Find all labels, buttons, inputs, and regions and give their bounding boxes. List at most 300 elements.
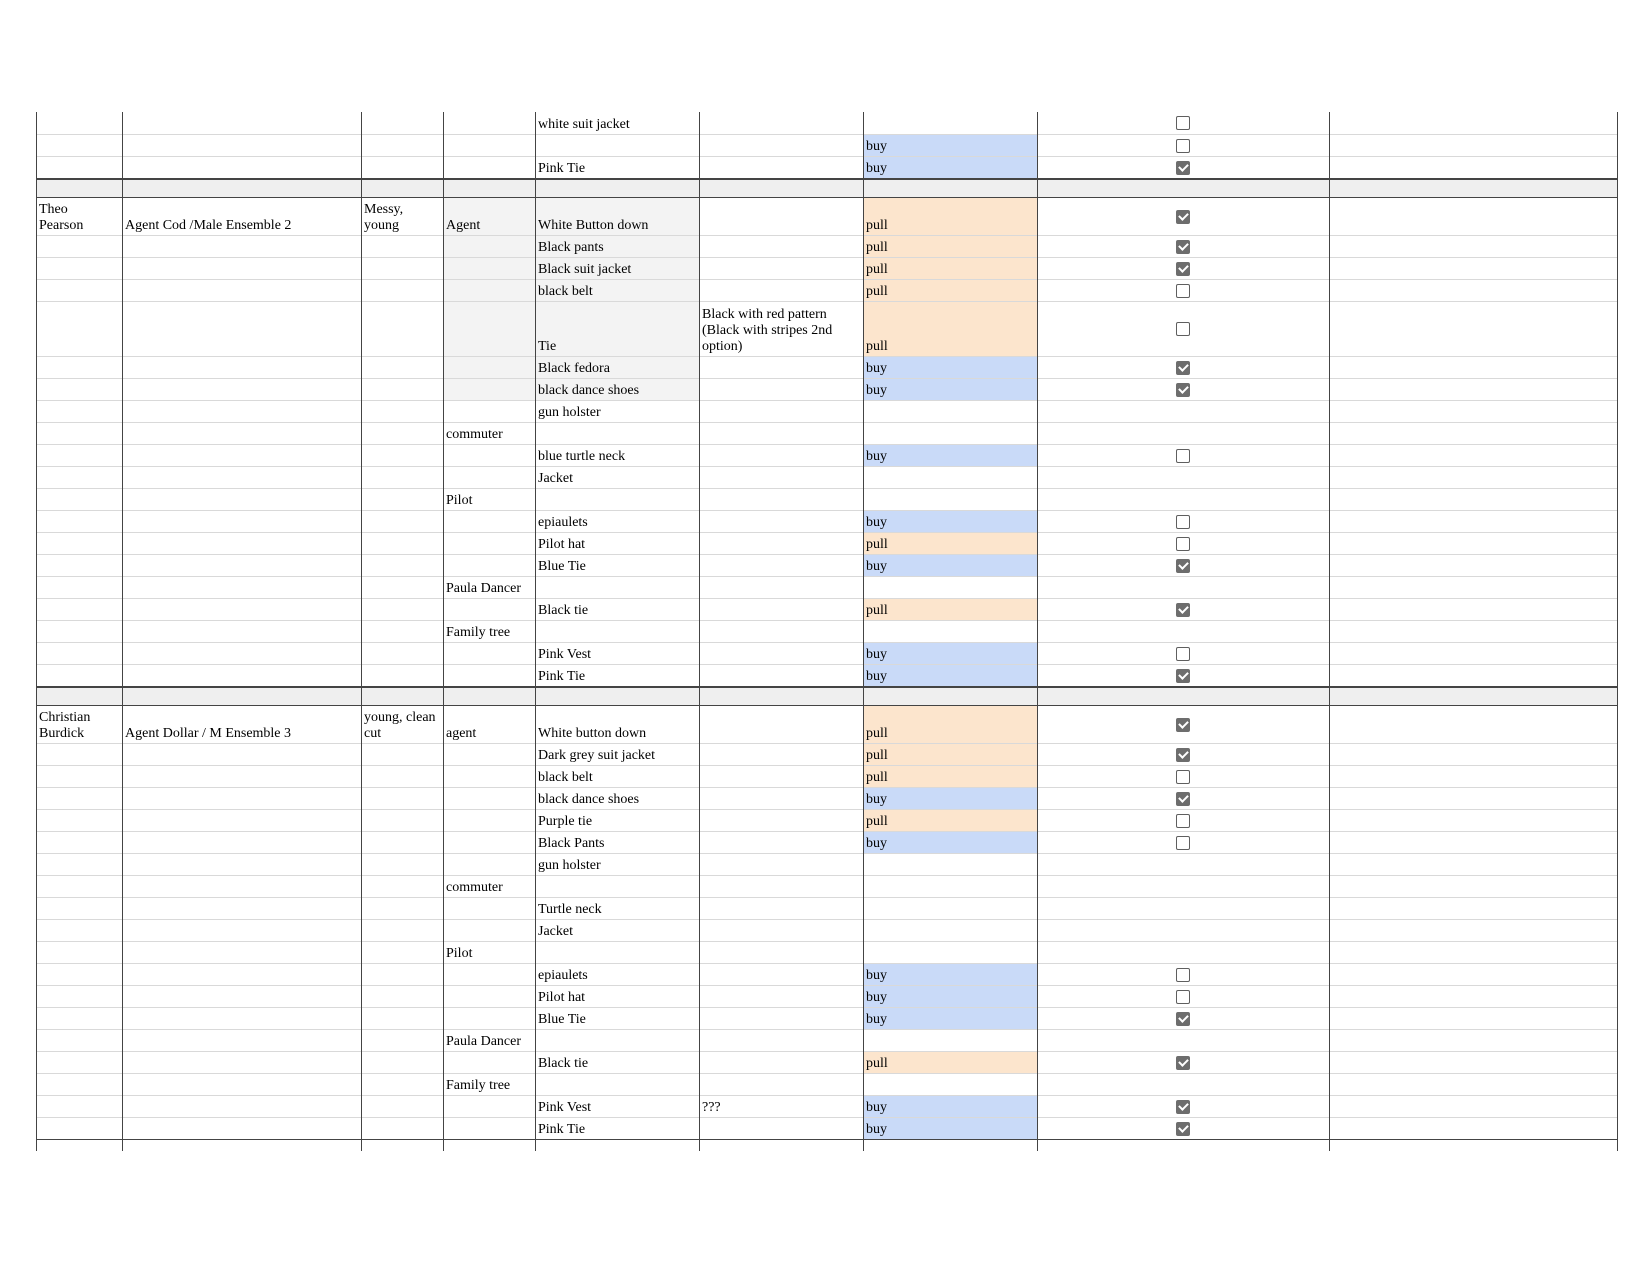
actor-name-cell[interactable] xyxy=(36,379,122,400)
role-cell[interactable] xyxy=(122,423,361,444)
costume-scene-cell[interactable] xyxy=(443,1118,535,1139)
costume-scene-cell[interactable]: Paula Dancer xyxy=(446,581,522,596)
extra-cell[interactable] xyxy=(1329,379,1617,400)
item-cell[interactable] xyxy=(535,489,699,510)
costume-scene-cell[interactable] xyxy=(443,964,535,985)
item-cell[interactable] xyxy=(535,577,699,598)
notes-cell[interactable]: ??? xyxy=(702,1100,721,1115)
costume-scene-cell[interactable] xyxy=(443,766,535,787)
actor-name-cell[interactable] xyxy=(36,599,122,620)
role-cell[interactable] xyxy=(122,744,361,765)
checked-checkbox[interactable] xyxy=(1176,1122,1190,1136)
actor-name-cell[interactable] xyxy=(36,401,122,422)
status-cell[interactable]: pull xyxy=(863,302,1037,356)
extra-cell[interactable] xyxy=(1329,401,1617,422)
costume-scene-cell[interactable] xyxy=(443,810,535,831)
actor-name-cell[interactable] xyxy=(36,467,122,488)
actor-name-cell[interactable] xyxy=(36,766,122,787)
notes-cell[interactable] xyxy=(699,511,863,532)
unchecked-checkbox[interactable] xyxy=(1176,322,1190,336)
status-cell[interactable] xyxy=(863,423,1037,444)
extra-cell[interactable] xyxy=(1329,920,1617,941)
look-cell[interactable] xyxy=(361,920,443,941)
item-cell[interactable]: Black tie xyxy=(538,603,589,618)
role-cell[interactable] xyxy=(122,445,361,466)
actor-name-cell[interactable] xyxy=(36,1008,122,1029)
status-cell[interactable] xyxy=(863,467,1037,488)
look-cell[interactable] xyxy=(361,766,443,787)
extra-cell[interactable] xyxy=(1329,157,1617,178)
checked-checkbox[interactable] xyxy=(1176,1100,1190,1114)
extra-cell[interactable] xyxy=(1329,942,1617,963)
role-cell[interactable] xyxy=(122,1074,361,1095)
unchecked-checkbox[interactable] xyxy=(1176,116,1190,130)
role-cell[interactable] xyxy=(122,1052,361,1073)
costume-scene-cell[interactable] xyxy=(443,511,535,532)
look-cell[interactable] xyxy=(361,621,443,642)
actor-name-cell[interactable] xyxy=(36,357,122,378)
notes-cell[interactable] xyxy=(699,1052,863,1073)
role-cell[interactable] xyxy=(122,876,361,897)
costume-scene-cell[interactable] xyxy=(443,357,535,378)
status-cell[interactable] xyxy=(863,401,1037,422)
role-cell[interactable] xyxy=(122,236,361,257)
item-cell[interactable] xyxy=(535,1030,699,1051)
actor-name-cell[interactable] xyxy=(36,964,122,985)
role-cell[interactable] xyxy=(122,986,361,1007)
look-cell[interactable] xyxy=(361,1096,443,1117)
checked-checkbox[interactable] xyxy=(1176,669,1190,683)
status-cell[interactable] xyxy=(863,854,1037,875)
actor-name-cell[interactable] xyxy=(36,986,122,1007)
costume-scene-cell[interactable] xyxy=(443,744,535,765)
notes-cell[interactable] xyxy=(699,706,863,743)
extra-cell[interactable] xyxy=(1329,898,1617,919)
notes-cell[interactable] xyxy=(699,599,863,620)
checked-checkbox[interactable] xyxy=(1176,792,1190,806)
look-cell[interactable] xyxy=(361,577,443,598)
checked-checkbox[interactable] xyxy=(1176,262,1190,276)
extra-cell[interactable] xyxy=(1329,766,1617,787)
role-cell[interactable] xyxy=(122,577,361,598)
unchecked-checkbox[interactable] xyxy=(1176,770,1190,784)
look-cell[interactable] xyxy=(361,1052,443,1073)
extra-cell[interactable] xyxy=(1329,280,1617,301)
item-cell[interactable]: Turtle neck xyxy=(538,902,602,917)
actor-name-cell[interactable] xyxy=(36,876,122,897)
costume-scene-cell[interactable]: agent xyxy=(446,726,477,741)
notes-cell[interactable] xyxy=(699,445,863,466)
extra-cell[interactable] xyxy=(1329,1074,1617,1095)
look-cell[interactable] xyxy=(361,112,443,134)
item-cell[interactable]: White button down xyxy=(538,726,647,741)
actor-name-cell[interactable] xyxy=(36,555,122,576)
notes-cell[interactable] xyxy=(699,854,863,875)
unchecked-checkbox[interactable] xyxy=(1176,836,1190,850)
look-cell[interactable] xyxy=(361,1074,443,1095)
status-cell[interactable]: pull xyxy=(863,706,1037,743)
actor-name-cell[interactable] xyxy=(36,942,122,963)
notes-cell[interactable] xyxy=(699,1074,863,1095)
actor-name-cell[interactable] xyxy=(36,533,122,554)
role-cell[interactable] xyxy=(122,810,361,831)
actor-name-cell[interactable] xyxy=(36,744,122,765)
unchecked-checkbox[interactable] xyxy=(1176,647,1190,661)
status-cell[interactable]: buy xyxy=(863,1118,1037,1139)
role-cell[interactable] xyxy=(122,1118,361,1139)
notes-cell[interactable] xyxy=(699,379,863,400)
costume-scene-cell[interactable]: Family tree xyxy=(446,625,511,640)
look-cell[interactable] xyxy=(361,511,443,532)
notes-cell[interactable] xyxy=(699,555,863,576)
role-cell[interactable] xyxy=(122,112,361,134)
look-cell[interactable] xyxy=(361,986,443,1007)
notes-cell[interactable] xyxy=(699,766,863,787)
status-cell[interactable]: pull xyxy=(863,236,1037,257)
unchecked-checkbox[interactable] xyxy=(1176,449,1190,463)
actor-name-cell[interactable]: Theo Pearson xyxy=(39,202,84,233)
item-cell[interactable]: Pilot hat xyxy=(538,537,586,552)
costume-scene-cell[interactable] xyxy=(443,236,535,257)
notes-cell[interactable] xyxy=(699,423,863,444)
actor-name-cell[interactable] xyxy=(36,1052,122,1073)
costume-scene-cell[interactable] xyxy=(443,112,535,134)
look-cell[interactable]: young, clean cut xyxy=(364,710,436,741)
extra-cell[interactable] xyxy=(1329,643,1617,664)
actor-name-cell[interactable] xyxy=(36,665,122,686)
notes-cell[interactable] xyxy=(699,643,863,664)
extra-cell[interactable] xyxy=(1329,1030,1617,1051)
extra-cell[interactable] xyxy=(1329,599,1617,620)
item-cell[interactable]: Black pants xyxy=(535,236,699,257)
item-cell[interactable]: Dark grey suit jacket xyxy=(538,748,656,763)
item-cell[interactable]: Pink Vest xyxy=(538,1100,592,1115)
extra-cell[interactable] xyxy=(1329,706,1617,743)
item-cell[interactable]: Blue Tie xyxy=(538,559,586,574)
look-cell[interactable] xyxy=(361,135,443,156)
notes-cell[interactable] xyxy=(699,898,863,919)
item-cell[interactable]: epiaulets xyxy=(538,515,588,530)
extra-cell[interactable] xyxy=(1329,964,1617,985)
costume-scene-cell[interactable] xyxy=(443,533,535,554)
role-cell[interactable] xyxy=(122,854,361,875)
status-cell[interactable] xyxy=(863,898,1037,919)
notes-cell[interactable] xyxy=(699,577,863,598)
status-cell[interactable]: pull xyxy=(863,198,1037,235)
unchecked-checkbox[interactable] xyxy=(1176,990,1190,1004)
extra-cell[interactable] xyxy=(1329,198,1617,235)
item-cell[interactable]: Purple tie xyxy=(538,814,593,829)
item-cell[interactable]: Black tie xyxy=(538,1056,589,1071)
status-cell[interactable]: pull xyxy=(863,599,1037,620)
actor-name-cell[interactable] xyxy=(36,258,122,279)
status-cell[interactable]: buy xyxy=(863,511,1037,532)
costume-scene-cell[interactable] xyxy=(443,135,535,156)
notes-cell[interactable] xyxy=(699,135,863,156)
role-cell[interactable] xyxy=(122,1096,361,1117)
checked-checkbox[interactable] xyxy=(1176,603,1190,617)
extra-cell[interactable] xyxy=(1329,511,1617,532)
status-cell[interactable] xyxy=(863,1030,1037,1051)
item-cell[interactable]: Tie xyxy=(535,302,699,356)
item-cell[interactable] xyxy=(535,1074,699,1095)
costume-scene-cell[interactable] xyxy=(443,665,535,686)
status-cell[interactable]: buy xyxy=(863,1008,1037,1029)
look-cell[interactable] xyxy=(361,489,443,510)
notes-cell[interactable] xyxy=(699,533,863,554)
look-cell[interactable] xyxy=(361,854,443,875)
look-cell[interactable] xyxy=(361,832,443,853)
role-cell[interactable] xyxy=(122,621,361,642)
extra-cell[interactable] xyxy=(1329,1008,1617,1029)
unchecked-checkbox[interactable] xyxy=(1176,139,1190,153)
unchecked-checkbox[interactable] xyxy=(1176,968,1190,982)
costume-scene-cell[interactable] xyxy=(443,788,535,809)
status-cell[interactable]: buy xyxy=(863,665,1037,686)
notes-cell[interactable] xyxy=(699,832,863,853)
notes-cell[interactable] xyxy=(699,467,863,488)
unchecked-checkbox[interactable] xyxy=(1176,814,1190,828)
actor-name-cell[interactable] xyxy=(36,445,122,466)
notes-cell[interactable] xyxy=(699,401,863,422)
costume-scene-cell[interactable]: commuter xyxy=(446,880,503,895)
unchecked-checkbox[interactable] xyxy=(1176,515,1190,529)
item-cell[interactable]: Pilot hat xyxy=(538,990,586,1005)
role-cell[interactable] xyxy=(122,357,361,378)
costume-scene-cell[interactable]: Family tree xyxy=(446,1078,511,1093)
actor-name-cell[interactable] xyxy=(36,577,122,598)
look-cell[interactable] xyxy=(361,236,443,257)
status-cell[interactable] xyxy=(863,577,1037,598)
extra-cell[interactable] xyxy=(1329,467,1617,488)
extra-cell[interactable] xyxy=(1329,788,1617,809)
status-cell[interactable] xyxy=(863,489,1037,510)
extra-cell[interactable] xyxy=(1329,1096,1617,1117)
actor-name-cell[interactable] xyxy=(36,788,122,809)
costume-scene-cell[interactable] xyxy=(443,401,535,422)
extra-cell[interactable] xyxy=(1329,810,1617,831)
status-cell[interactable]: buy xyxy=(863,445,1037,466)
role-cell[interactable] xyxy=(122,157,361,178)
item-cell[interactable]: Jacket xyxy=(538,924,573,939)
status-cell[interactable]: pull xyxy=(863,810,1037,831)
costume-scene-cell[interactable] xyxy=(443,302,535,356)
role-cell[interactable]: Agent Dollar / M Ensemble 3 xyxy=(125,726,292,741)
notes-cell[interactable] xyxy=(699,621,863,642)
status-cell[interactable] xyxy=(863,1074,1037,1095)
checked-checkbox[interactable] xyxy=(1176,748,1190,762)
extra-cell[interactable] xyxy=(1329,1052,1617,1073)
role-cell[interactable] xyxy=(122,766,361,787)
costume-scene-cell[interactable]: Pilot xyxy=(446,946,473,961)
costume-scene-cell[interactable]: Agent xyxy=(443,198,535,235)
extra-cell[interactable] xyxy=(1329,876,1617,897)
costume-scene-cell[interactable] xyxy=(443,832,535,853)
actor-name-cell[interactable] xyxy=(36,898,122,919)
status-cell[interactable]: pull xyxy=(863,533,1037,554)
item-cell[interactable]: white suit jacket xyxy=(538,117,630,132)
notes-cell[interactable] xyxy=(699,157,863,178)
checked-checkbox[interactable] xyxy=(1176,1012,1190,1026)
extra-cell[interactable] xyxy=(1329,258,1617,279)
costume-scene-cell[interactable] xyxy=(443,1052,535,1073)
status-cell[interactable]: buy xyxy=(863,157,1037,178)
role-cell[interactable] xyxy=(122,258,361,279)
actor-name-cell[interactable] xyxy=(36,423,122,444)
status-cell[interactable]: buy xyxy=(863,357,1037,378)
extra-cell[interactable] xyxy=(1329,1118,1617,1139)
extra-cell[interactable] xyxy=(1329,986,1617,1007)
extra-cell[interactable] xyxy=(1329,533,1617,554)
notes-cell[interactable] xyxy=(699,280,863,301)
role-cell[interactable] xyxy=(122,942,361,963)
notes-cell[interactable] xyxy=(699,1030,863,1051)
look-cell[interactable] xyxy=(361,1008,443,1029)
role-cell[interactable] xyxy=(122,280,361,301)
notes-cell[interactable] xyxy=(699,1118,863,1139)
status-cell[interactable]: buy xyxy=(863,555,1037,576)
look-cell[interactable] xyxy=(361,157,443,178)
status-cell[interactable]: buy xyxy=(863,1096,1037,1117)
item-cell[interactable]: Black fedora xyxy=(535,357,699,378)
look-cell[interactable] xyxy=(361,379,443,400)
look-cell[interactable] xyxy=(361,401,443,422)
actor-name-cell[interactable]: Christian Burdick xyxy=(39,710,91,741)
actor-name-cell[interactable] xyxy=(36,135,122,156)
role-cell[interactable] xyxy=(122,898,361,919)
checked-checkbox[interactable] xyxy=(1176,361,1190,375)
actor-name-cell[interactable] xyxy=(36,511,122,532)
role-cell[interactable] xyxy=(122,401,361,422)
role-cell[interactable] xyxy=(122,665,361,686)
actor-name-cell[interactable] xyxy=(36,1030,122,1051)
item-cell[interactable]: Black suit jacket xyxy=(535,258,699,279)
status-cell[interactable] xyxy=(863,876,1037,897)
notes-cell[interactable] xyxy=(699,112,863,134)
role-cell[interactable] xyxy=(122,555,361,576)
costume-scene-cell[interactable] xyxy=(443,986,535,1007)
role-cell[interactable] xyxy=(122,599,361,620)
extra-cell[interactable] xyxy=(1329,832,1617,853)
notes-cell[interactable] xyxy=(699,920,863,941)
unchecked-checkbox[interactable] xyxy=(1176,537,1190,551)
item-cell[interactable]: epiaulets xyxy=(538,968,588,983)
status-cell[interactable]: pull xyxy=(863,280,1037,301)
look-cell[interactable] xyxy=(361,280,443,301)
notes-cell[interactable]: Black with red pattern (Black with stripes 2nd option) xyxy=(702,307,833,354)
costume-scene-cell[interactable] xyxy=(443,445,535,466)
costume-scene-cell[interactable] xyxy=(443,898,535,919)
item-cell[interactable]: black dance shoes xyxy=(535,379,699,400)
role-cell[interactable] xyxy=(122,135,361,156)
role-cell[interactable] xyxy=(122,467,361,488)
extra-cell[interactable] xyxy=(1329,744,1617,765)
item-cell[interactable]: black belt xyxy=(538,770,593,785)
extra-cell[interactable] xyxy=(1329,112,1617,134)
actor-name-cell[interactable] xyxy=(36,302,122,356)
item-cell[interactable] xyxy=(535,621,699,642)
costume-scene-cell[interactable] xyxy=(443,258,535,279)
extra-cell[interactable] xyxy=(1329,445,1617,466)
extra-cell[interactable] xyxy=(1329,423,1617,444)
notes-cell[interactable] xyxy=(699,665,863,686)
costume-scene-cell[interactable] xyxy=(443,1096,535,1117)
notes-cell[interactable] xyxy=(699,198,863,235)
notes-cell[interactable] xyxy=(699,357,863,378)
look-cell[interactable] xyxy=(361,788,443,809)
checked-checkbox[interactable] xyxy=(1176,1056,1190,1070)
actor-name-cell[interactable] xyxy=(36,489,122,510)
look-cell[interactable] xyxy=(361,599,443,620)
status-cell[interactable]: pull xyxy=(863,1052,1037,1073)
role-cell[interactable] xyxy=(122,1030,361,1051)
role-cell[interactable] xyxy=(122,1008,361,1029)
role-cell[interactable] xyxy=(122,643,361,664)
extra-cell[interactable] xyxy=(1329,577,1617,598)
look-cell[interactable] xyxy=(361,258,443,279)
costume-scene-cell[interactable] xyxy=(443,555,535,576)
role-cell[interactable]: Agent Cod /Male Ensemble 2 xyxy=(125,218,292,233)
actor-name-cell[interactable] xyxy=(36,643,122,664)
status-cell[interactable]: pull xyxy=(863,766,1037,787)
actor-name-cell[interactable] xyxy=(36,236,122,257)
item-cell[interactable]: blue turtle neck xyxy=(538,449,626,464)
notes-cell[interactable] xyxy=(699,258,863,279)
notes-cell[interactable] xyxy=(699,810,863,831)
notes-cell[interactable] xyxy=(699,744,863,765)
role-cell[interactable] xyxy=(122,302,361,356)
look-cell[interactable] xyxy=(361,1118,443,1139)
status-cell[interactable] xyxy=(863,621,1037,642)
item-cell[interactable]: Jacket xyxy=(538,471,573,486)
actor-name-cell[interactable] xyxy=(36,854,122,875)
costume-scene-cell[interactable]: Pilot xyxy=(446,493,473,508)
item-cell[interactable]: Pink Vest xyxy=(538,647,592,662)
actor-name-cell[interactable] xyxy=(36,280,122,301)
checked-checkbox[interactable] xyxy=(1176,161,1190,175)
status-cell[interactable] xyxy=(863,112,1037,134)
actor-name-cell[interactable] xyxy=(36,112,122,134)
item-cell[interactable]: black dance shoes xyxy=(538,792,640,807)
status-cell[interactable]: buy xyxy=(863,135,1037,156)
look-cell[interactable] xyxy=(361,665,443,686)
notes-cell[interactable] xyxy=(699,788,863,809)
item-cell[interactable]: Pink Tie xyxy=(538,669,586,684)
look-cell[interactable] xyxy=(361,964,443,985)
item-cell[interactable]: White Button down xyxy=(535,198,699,235)
actor-name-cell[interactable] xyxy=(36,157,122,178)
look-cell[interactable] xyxy=(361,1030,443,1051)
look-cell[interactable]: Messy, young xyxy=(364,202,404,233)
item-cell[interactable]: Black Pants xyxy=(538,836,605,851)
notes-cell[interactable] xyxy=(699,236,863,257)
notes-cell[interactable] xyxy=(699,489,863,510)
actor-name-cell[interactable] xyxy=(36,920,122,941)
extra-cell[interactable] xyxy=(1329,236,1617,257)
item-cell[interactable]: Pink Tie xyxy=(538,161,586,176)
status-cell[interactable]: buy xyxy=(863,986,1037,1007)
role-cell[interactable] xyxy=(122,489,361,510)
look-cell[interactable] xyxy=(361,467,443,488)
role-cell[interactable] xyxy=(122,511,361,532)
extra-cell[interactable] xyxy=(1329,621,1617,642)
extra-cell[interactable] xyxy=(1329,357,1617,378)
checked-checkbox[interactable] xyxy=(1176,383,1190,397)
item-cell[interactable] xyxy=(535,423,699,444)
role-cell[interactable] xyxy=(122,964,361,985)
notes-cell[interactable] xyxy=(699,986,863,1007)
actor-name-cell[interactable] xyxy=(36,1074,122,1095)
